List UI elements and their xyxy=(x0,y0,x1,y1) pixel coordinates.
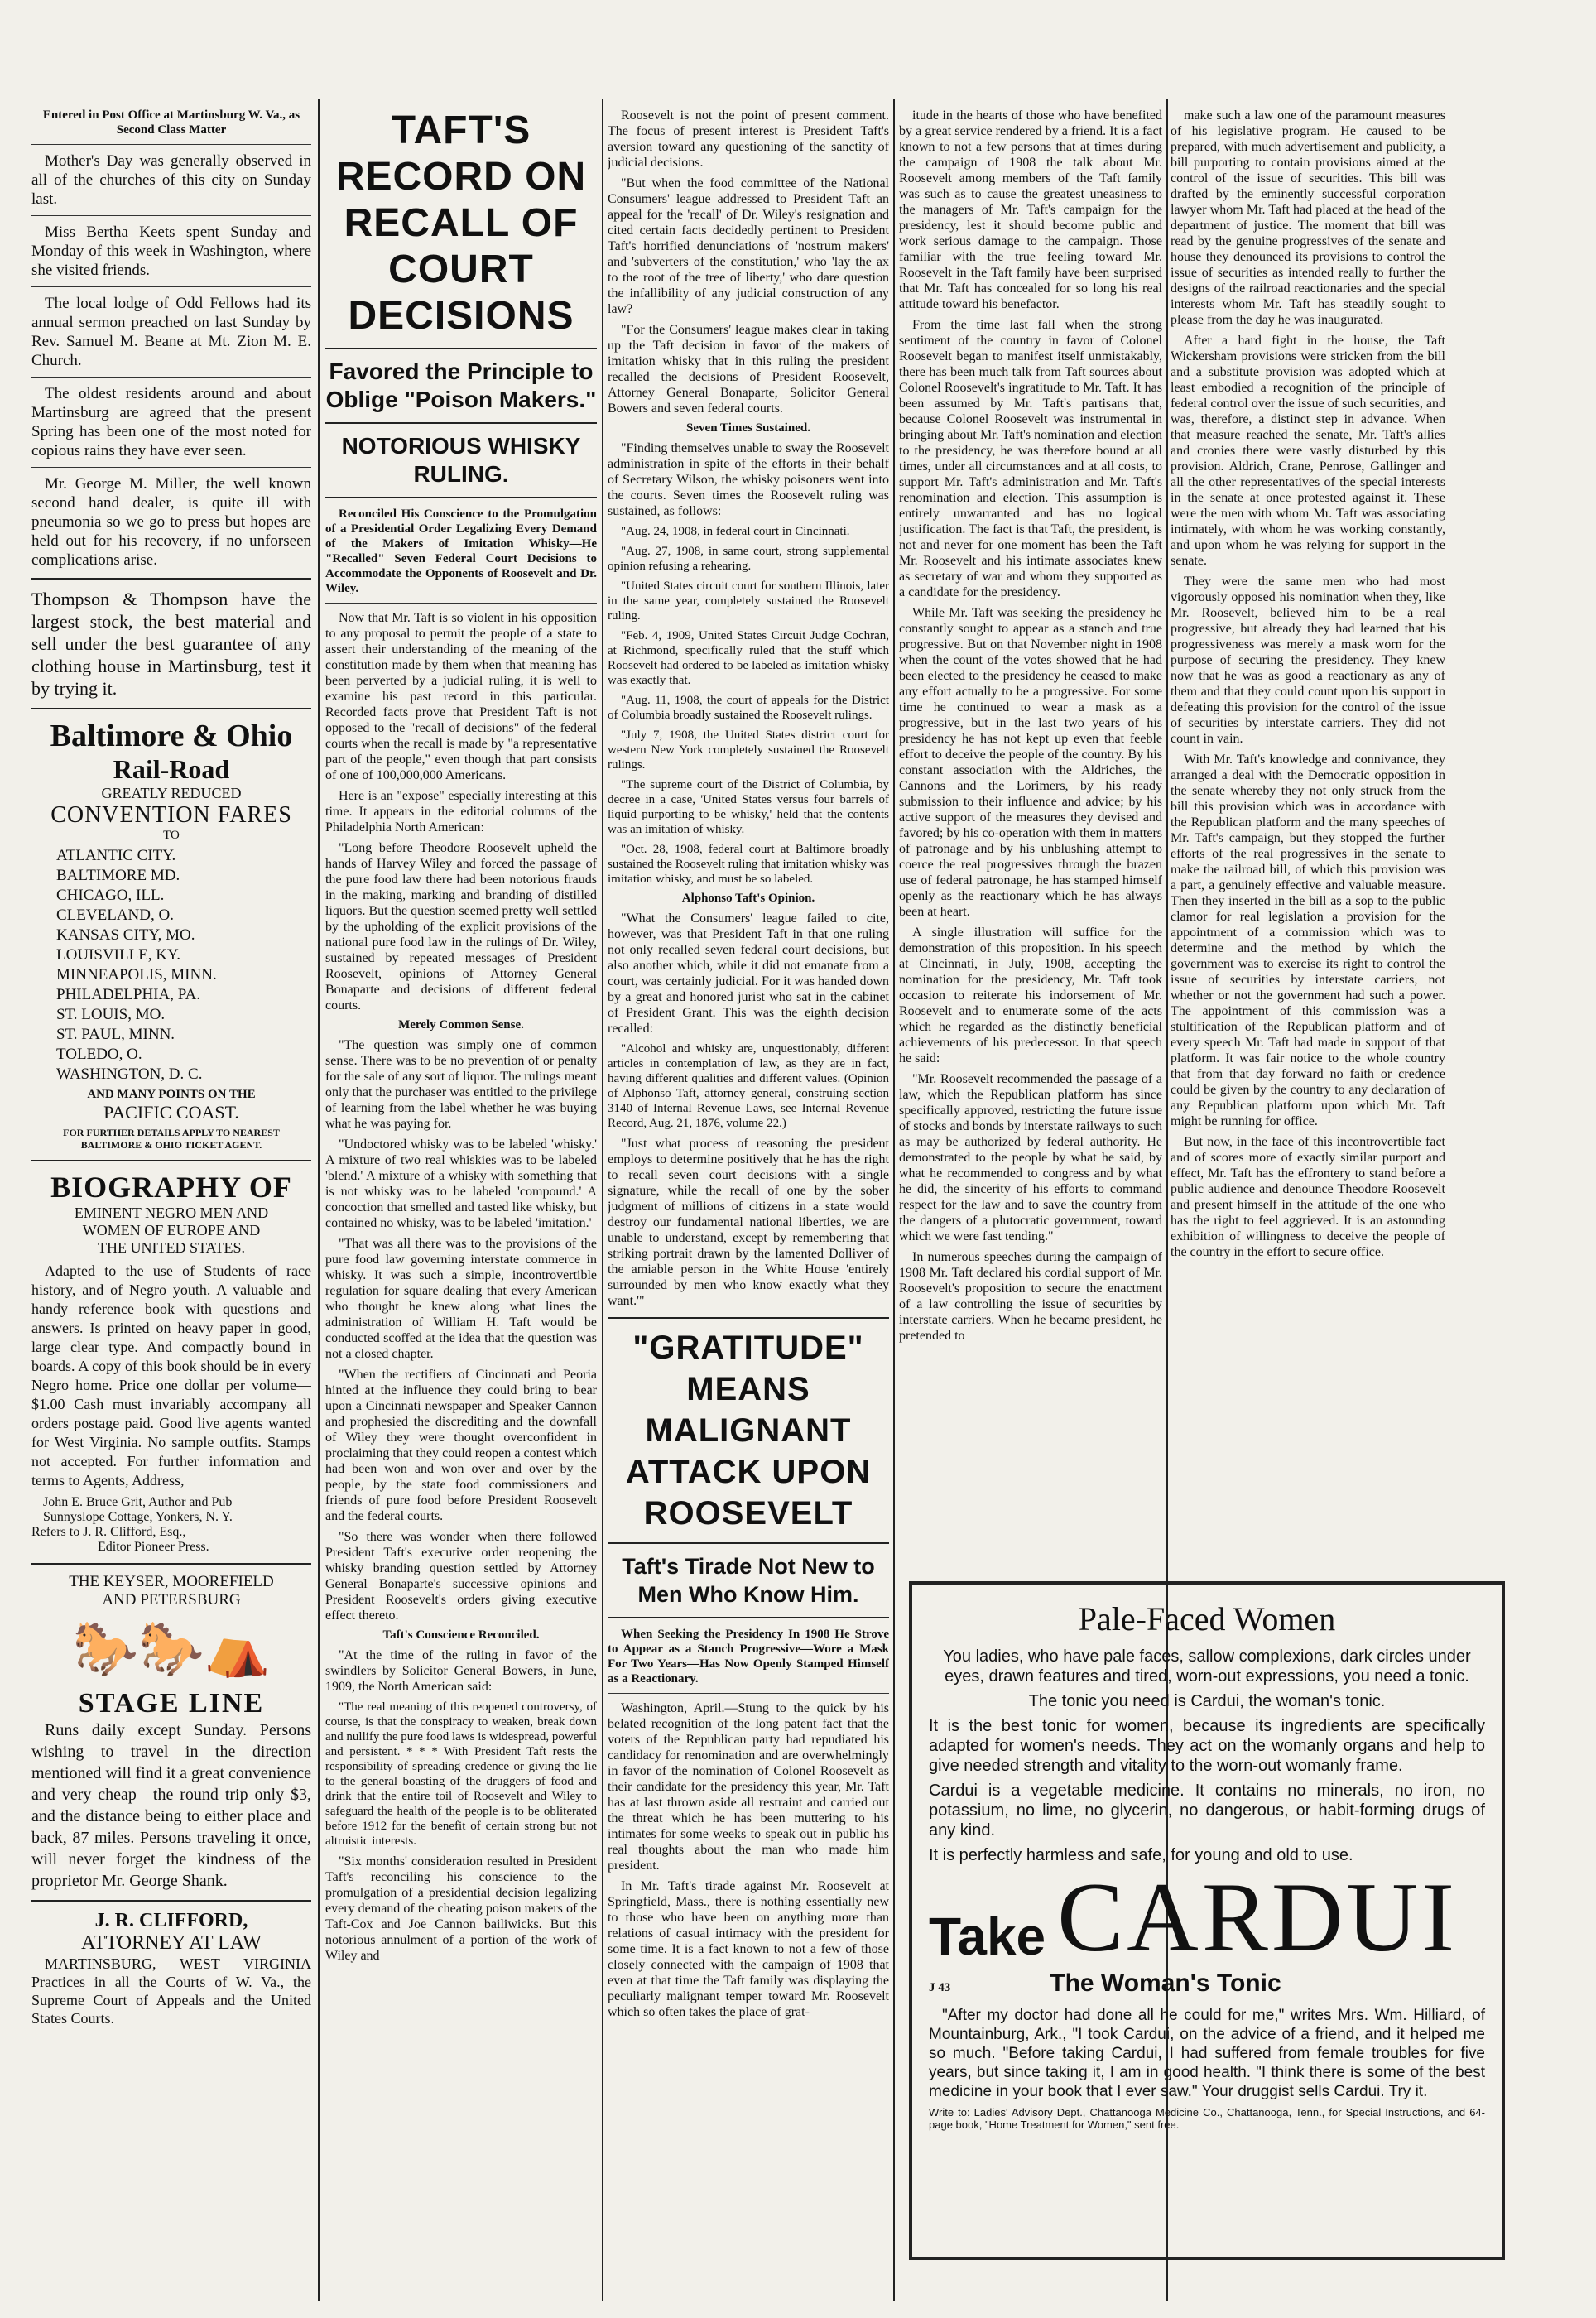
local-item: Mother's Day was generally observed in all of the churches of this city on Sunday last. xyxy=(31,152,311,208)
stage-top: THE KEYSER, MOOREFIELD xyxy=(69,1573,274,1590)
stage-body: Runs daily except Sunday. Persons wishing to travel in the direction mentioned will find it a great convenience and very cheap—the round trip only $3, and the distance being to either place and back, 87 miles. Persons traveling it once, will never forget the kindness of the proprietor Mr. George Shank. xyxy=(31,1721,311,1890)
subhead: Seven Times Sustained. xyxy=(686,421,810,435)
body-paragraph: "Undoctored whisky was to be labeled 'whisky.' A mixture of two real whiskies was to be labeled 'blend.' A mixture of a whisky with something that is not whisky was to be labeled 'compound.' A concoction that smelled and tasted like whisky, but contained no whisky, was to be labeled 'imitation.' xyxy=(325,1137,597,1230)
bio-subtitle: THE UNITED STATES. xyxy=(97,1239,246,1256)
local-item: The oldest residents around and about Martinsburg are agreed that the present Spring has been one of the most noted for copious rains they have ever seen. xyxy=(31,385,311,459)
divider xyxy=(31,1160,311,1161)
summary: Reconciled His Conscience to the Promulgation of a Presidential Order Legalizing Every Demand of the Makers of Imitation Whisky—He "Recalled" Seven Federal Court Decisions to Accommodate the Opponents of Roosevelt and Dr. Wiley. xyxy=(325,507,597,595)
body-paragraph: In numerous speeches during the campaign of 1908 Mr. Taft declared his cordial support of Mr. Roosevelt's proposition to secure the enactment of a law controlling the issue of securities by interstate carriers. When he became president, he pretended to xyxy=(899,1250,1162,1343)
list-item: PHILADELPHIA, PA. xyxy=(56,986,201,1003)
body-paragraph: "For the Consumers' league makes clear in taking up the Taft decision in favor of the makers of imitation whisky that in this ruling the president recalled the decisions of President Roosevelt, Attorney General Bonaparte, Solicitor General Bowers and seven federal courts. xyxy=(608,323,889,416)
body-paragraph: "At the time of the ruling in favor of the swindlers by Solicitor General Bowers, in June, 1909, the North American said: xyxy=(325,1648,597,1694)
divider xyxy=(31,1900,311,1902)
divider xyxy=(31,377,311,378)
column-4 xyxy=(899,108,1162,1349)
case-item: "July 7, 1908, the United States district court for western New York completely sustained the Roosevelt rulings. xyxy=(608,729,889,772)
ad-intro: You ladies, who have pale faces, sallow complexions, dark circles under eyes, drawn features and tired, worn-out expressions, you need a tonic. xyxy=(943,1647,1471,1686)
local-item: The local lodge of Odd Fellows had its annual sermon preached on last Sunday by Rev. Samuel M. Beane at Mt. Zion M. E. Church. xyxy=(31,295,311,369)
case-item: "Aug. 27, 1908, in same court, strong supplemental opinion refusing a rehearing. xyxy=(608,545,889,573)
ad-testimonial: "After my doctor had done all he could for me," writes Mrs. Wm. Hilliard, of Mountainburg, Ark., "I took Cardui, on the advice of a friend, and it helped me so much. "Before taking Cardui, I had suffered from female troubles for five years, but since taking it, I am in good health. "I think there is some of the best medicine in your book that I ever saw." Your druggist sells Cardui. Try it. xyxy=(929,2007,1485,2100)
divider xyxy=(608,1542,889,1544)
mail-notice: Entered in Post Office at Martinsburg W. Va., as Second Class Matter xyxy=(42,108,300,137)
body-paragraph: "But when the food committee of the National Consumers' league addressed to President Taft an appeal for the 'recall' of Dr. Wiley's resignation and cited certain facts decidedly pertinent to President Taft's horrified denunciations of 'nostrum makers' and 'subverters of the constitution,' who 'lay the ax to the root of the tree of liberty,' who dare question the infallibility of any judicial construction of any law? xyxy=(608,176,889,316)
ad-text: It is the best tonic for women, because its ingredients are specifically adapted for women's needs. They act on the womanly organs and help to give needed strength and vitality to the worn-out womanly frame. xyxy=(929,1717,1485,1775)
divider xyxy=(325,497,597,498)
local-item: Miss Bertha Keets spent Sunday and Monday of this week in Washington, where she visited friends. xyxy=(31,224,311,279)
list-item: BALTIMORE MD. xyxy=(56,867,180,884)
case-item: "Aug. 11, 1908, the court of appeals for the District of Columbia broadly sustained the Roosevelt rulings. xyxy=(608,694,889,722)
body-paragraph: "The question was simply one of common sense. There was to be no prevention of or penalty for the sale of any sort of liquor. The rulings meant only that the purchaser was entitled to the privilege of learning from the label whether he was buying what he was paying for. xyxy=(325,1038,597,1131)
body-paragraph: itude in the hearts of those who have benefited by a great service rendered by a friend. It is a fact known to not a few persons that at times during the campaign of 1908 the talk about Mr. Roosevelt among members of the Taft family was such as to cause the greatest uneasiness to the managers of Mr. Taft's campaign for the presidency, lest it should become public and work serious damage to the campaign. Those familiar with the true feeling toward Mr. Roosevelt in the Taft family have been surprised that Mr. Taft has concealed for so long his real attitude toward his benefactor. xyxy=(899,108,1162,311)
list-item: TOLEDO, O. xyxy=(56,1046,142,1063)
brand-name: CARDUI xyxy=(1057,1862,1459,1972)
divider xyxy=(325,603,597,604)
bio-address: Sunnyslope Cottage, Yonkers, N. Y. xyxy=(43,1510,233,1524)
list-item: KANSAS CITY, MO. xyxy=(56,926,195,944)
column-rule xyxy=(602,99,603,2301)
ad-title: Pale-Faced Women xyxy=(1078,1600,1336,1638)
bo-reduced: GREATLY REDUCED xyxy=(101,785,242,801)
divider xyxy=(31,708,311,709)
thompson-ad: Thompson & Thompson have the largest stock, the best material and sell under the best guarantee of any clothing house in Martinsburg, test it by trying it. xyxy=(31,589,311,699)
body-paragraph: Roosevelt is not the point of present comment. The focus of present interest is President Taft's aversion toward any questioning of the sanctity of judicial decisions. xyxy=(608,108,889,170)
local-item: Mr. George M. Miller, the well known second hand dealer, is quite ill with pneumonia so we go to press but hopes are held out for his recovery, if no unforseen complications arise. xyxy=(31,475,311,569)
headline: "GRATITUDE" MEANS MALIGNANT ATTACK UPON ROOSEVELT xyxy=(625,1330,872,1532)
divider xyxy=(31,144,311,145)
bo-to: TO xyxy=(163,829,180,842)
ad-write: Write to: Ladies' Advisory Dept., Chattanooga Medicine Co., Chattanooga, Tenn., for Special Instructions, and 64-page book, "Home Treatment for Women," sent free. xyxy=(929,2106,1485,2131)
body-paragraph: "What the Consumers' league failed to cite, however, was that President Taft in that one ruling not only recalled seven federal court decisions, but also another which, while it did not emanate from a court, was certainly judicial. For it was handed down by a great and honored jurist who sat in the cabinet of President Grant. This was the eighth decision recalled: xyxy=(608,911,889,1036)
subhead: Alphonso Taft's Opinion. xyxy=(681,892,815,905)
body-paragraph: After a hard fight in the house, the Taft Wickersham provisions were stricken from the bill and a substitute provision was adopted which at least embodied a recognition of the principle of federal control over the issue of such securities, and was, therefore, a distinct step in advance. When that measure reached the senate, Mr. Taft's allies and cronies there were vastly disturbed by this provision. Aldrich, Crane, Penrose, Gallinger and all the other representatives of the special interests in the senate at once protested against it. These were the men with whom Mr. Taft was associating intimately, with whom he was working constantly, and upon whom he was relying for support in the senate. xyxy=(1171,334,1445,568)
list-item: CHICAGO, ILL. xyxy=(56,887,165,904)
bo-fares: CONVENTION FARES xyxy=(50,802,292,828)
stage-title: STAGE LINE xyxy=(78,1688,265,1719)
city-list xyxy=(31,846,311,1084)
law-body: MARTINSBURG, WEST VIRGINIA Practices in all the Courts of W. Va., the Supreme Court of Appeals and the United States Courts. xyxy=(31,1955,311,2027)
bo-details: FOR FURTHER DETAILS APPLY TO NEAREST BALTIMORE & OHIO TICKET AGENT. xyxy=(63,1127,280,1151)
divider xyxy=(608,1617,889,1618)
list-item: WASHINGTON, D. C. xyxy=(56,1065,203,1083)
divider xyxy=(608,1693,889,1694)
cardui-advertisement xyxy=(909,1581,1505,2260)
body-paragraph: "Long before Theodore Roosevelt upheld the hands of Harvey Wiley and forced the passage of the pure food law there had been notorious frauds in the making, marking and branding of distilled liquors. But the question seemed pretty well settled by the upholding of the explicit provisions of the national pure food law in the rulings of Dr. Wiley, sustained by repeated messages of President Roosevelt, opinions of Attorney General Bonaparte and decisions of different federal courts. xyxy=(325,841,597,1012)
brand-line xyxy=(929,1862,1485,1972)
body-paragraph: Washington, April.—Stung to the quick by his belated recognition of the long patent fact that the voters of the Republican party had repudiated his candidacy for renomination and are overwhelmingly in favor of the nomination of Colonel Roosevelt as their candidate for the presidency this year, Mr. Taft has at last thrown aside all restraint and carried out the threat which he has been muttering to his intimates for some weeks to speak out in public his real thoughts about the man who made him president. xyxy=(608,1701,889,1873)
body-paragraph: "Alcohol and whisky are, unquestionably, different articles in contemplation of law, as they are in fact, having different qualities and different values. (Opinion of Alphonso Taft, attorney general, construing section 3140 of Internal Revenue Laws, see Internal Revenue Record, Aug. 21, 1876, volume 22.) xyxy=(608,1042,889,1130)
subhead: Taft's Conscience Reconciled. xyxy=(382,1628,540,1642)
body-paragraph: They were the same men who had most vigorously opposed his nomination when they, like Mr. Roosevelt, believed him to be a real progressive, but already they had learned that his progressiveness was merely a mask worn for the purpose of securing the presidency. They knew now that he was as good a reactionary as any of them and that they could count upon his support in defeating this provision for the control of the issue of securities by interstate carriers. They did not count in vain. xyxy=(1171,575,1445,746)
body-paragraph: A single illustration will suffice for the demonstration of this proposition. In his speech at Cincinnati, in July, 1908, accepting the nomination for the presidency, Mr. Taft took occasion to reiterate his indorsement of Mr. Roosevelt and to enumerate some of the acts which he regarded as the distinctly beneficial achievements of his predecessor. In that speech he said: xyxy=(899,926,1162,1065)
case-item: "Aug. 24, 1908, in federal court in Cincinnati. xyxy=(621,525,850,538)
bo-pacific: PACIFIC COAST. xyxy=(103,1102,239,1123)
divider xyxy=(31,578,311,580)
ad-text: The tonic you need is Cardui, the woman's tonic. xyxy=(1028,1692,1386,1710)
body-paragraph: In Mr. Taft's tirade against Mr. Roosevelt at Springfield, Mass., there is nothing essentially new to those who have been on anything more than relations of casual intimacy with the president for some time. It is a fact known to not a few of those closely connected with the campaign of 1908 that even at that time the Taft family was displaying the peculiarly malignant temper toward Mr. Roosevelt which so often takes the place of grat- xyxy=(608,1879,889,2019)
body-paragraph: make such a law one of the paramount measures of his legislative program. He caused to be prepared, with much advertisement and publicity, a bill purporting to contain provisions aimed at the control of the issue of securities. This bill was drafted by the eminently successful corporation lawyer whom Mr. Taft had placed at the head of the department of justice. The moment that bill was read by the genuine progressives of the senate and house they denounced its provisions to control the issue of securities as intended really to further the designs of the railroad reactionaries and the special interests whom Mr. Taft has steadily sought to please from the day he was inaugurated. xyxy=(1171,108,1445,327)
list-item: CLEVELAND, O. xyxy=(56,907,174,924)
bo-many: AND MANY POINTS ON THE xyxy=(87,1088,256,1101)
body-paragraph: Here is an "expose" especially interesting at this time. It appears in the editorial columns of the Philadelphia North American: xyxy=(325,789,597,834)
case-item: "United States circuit court for southern Illinois, later in the same year, completely sustained the Roosevelt ruling. xyxy=(608,580,889,623)
headline: TAFT'S RECORD ON RECALL OF COURT DECISIONS xyxy=(335,108,587,338)
body-paragraph: "When the rectifiers of Cincinnati and Peoria hinted at the influence they could bring to bear upon a Cincinnati newspaper and Speaker Cannon and prophesied the discrediting and the downfall of Wiley they were thought overconfident in proclaiming that they could reopen a contest which had been won and won over and over by the people, by the state food commissioners and friends of pure food before President Roosevelt and the federal courts. xyxy=(325,1368,597,1523)
body-paragraph: "Finding themselves unable to sway the Roosevelt administration in spite of the efforts in their behalf of Secretary Wilson, the whisky poisoners went into the courts. Seven times the Roosevelt ruling was sustained, as follows: xyxy=(608,441,889,518)
body-paragraph: "Mr. Roosevelt recommended the passage of a law, which the Republican platform has since specifically approved, restricting the future issue of stocks and bonds by interstate railways to such as may be authorized by federal authority. He demonstrated to the people by what he said, by what he recommended to congress and by what he did, the sincerity of his efforts to command respect for the law and to save the country from the dangers of a plutocratic government, toward which we were fast tending." xyxy=(899,1072,1162,1243)
body-paragraph: Now that Mr. Taft is so violent in his opposition to any proposal to permit the people of a state to assert their understanding of the meaning of the constitution made by them when that meaning has been perverted by a judicial ruling, it is well to examine his past record in this particular. Recorded facts prove that President Taft is not opposed to the "recall of decisions" of the federal courts when the recall is made by "a representative part of the people," even though that part consists of one of 100,000,000 Americans. xyxy=(325,611,597,782)
bo-subtitle: Rail-Road xyxy=(113,754,230,784)
ad-text: It is perfectly harmless and safe, for young and old to use. xyxy=(929,1846,1353,1864)
divider xyxy=(325,422,597,424)
ad-code: J 43 xyxy=(929,1981,951,1994)
bio-subtitle: EMINENT NEGRO MEN AND xyxy=(74,1205,269,1221)
deck: Favored the Principle to Oblige "Poison Makers." xyxy=(325,358,597,412)
column-rule xyxy=(893,99,895,2301)
column-rule xyxy=(318,99,320,2301)
stagecoach-icon: 🐎🐎⛺ xyxy=(72,1619,271,1678)
divider xyxy=(31,286,311,287)
law-name: J. R. CLIFFORD, xyxy=(94,1910,248,1931)
body-paragraph: While Mr. Taft was seeking the presidency he constantly sought to appear as a stanch and true progressive. But on that November night in 1908 when the count of the votes showed that he had been elected to the presidency he ceased to make any effort actually to be a progressive. For some time he continued to wear a mask as a progressive, but in the last two years of his presidency he has not kept up even that feeble effort to deceive the people of the country. By his constant association with the Aldriches, the Cannons and the Lorimers, by his ready submission to their influence and advice; by his active support of the measures they devised and favored; by his co-operation with them in matters of patronage and by his unblushing attempt to coerce the real progressives through the brazen use of federal patronage, he has stamped himself openly as the reactionary which he has always been at heart. xyxy=(899,606,1162,919)
law-title: ATTORNEY AT LAW xyxy=(81,1932,262,1954)
subhead: Merely Common Sense. xyxy=(398,1018,524,1032)
divider xyxy=(31,467,311,468)
column-2 xyxy=(325,108,597,1969)
bio-editor: Editor Pioneer Press. xyxy=(98,1540,209,1554)
stage-top: AND PETERSBURG xyxy=(102,1591,241,1609)
bio-address: John E. Bruce Grit, Author and Pub xyxy=(43,1495,233,1509)
bio-subtitle: WOMEN OF EUROPE AND xyxy=(82,1222,261,1238)
body-paragraph: From the time last fall when the strong sentiment of the country in favor of Colonel Roosevelt began to manifest itself unmistakably, there has been much talk from Taft sources about Colonel Roosevelt's ingratitude to Mr. Taft. It has been assumed by Mr. Taft's partisans that, because Colonel Roosevelt was instrumental in bringing about Mr. Taft's nomination and election to the presidency, he was therefore bound at all times, under all circumstances and at all costs, to support Mr. Taft's administration and Mr. Taft's renomination and election. This assumption is entirely unwarranted and has no logical justification. The fact is that Taft, the president, is not and never for one moment has been the Taft Mr. Roosevelt and his intimate associates knew as secretary of war and whom they supported as a candidate for the presidency. xyxy=(899,318,1162,599)
bo-title: Baltimore & Ohio xyxy=(50,719,293,753)
divider xyxy=(31,215,311,216)
bio-title: BIOGRAPHY OF xyxy=(50,1171,292,1204)
list-item: MINNEAPOLIS, MINN. xyxy=(56,966,217,983)
case-item: "Feb. 4, 1909, United States Circuit Judge Cochran, at Richmond, specifically ruled that the stuff which Roosevelt had ordered to be labeled as imitation whisky was exactly that. xyxy=(608,629,889,687)
body-paragraph: With Mr. Taft's knowledge and connivance, they arranged a deal with the Democratic opposition in the senate whereby they not only struck from the bill this provision which was in accordance with the Republican platform and the many speeches of Mr. Taft's campaign, but they stopped the further efforts of the real progressives in the senate to make the railroad bill, of which this provision was a part, a genuinely effective and valuable measure. Then they inserted in the bill as a sop to the public clamor for real legislation a provision for the appointment of a commission which was to determine and the method by which the government was to exercise its right to control the issue of securities by interstate carriers, not whether or not the government had such a power. The appointment of this commission was a stultification of the Republican platform and of every speech Mr. Taft had made in support of that platform. It was fair notice to the whole country that from that day forward no faith or credence could be given by the country to any declaration of any Republican platform upon which Mr. Taft might be running for office. xyxy=(1171,753,1445,1128)
ad-text: Cardui is a vegetable medicine. It contains no minerals, no iron, no potassium, no lime, no glycerin, no dangerous, or habit-forming drugs of any kind. xyxy=(929,1782,1485,1839)
deck: Taft's Tirade Not New to Men Who Know Him. xyxy=(622,1554,875,1607)
body-paragraph: "That was all there was to the provisions of the pure food law governing interstate commerce in whisky. It was such a simple, incontrovertible regulation for square dealing that every American who thought he knew along what lines the administration of William H. Taft would be conducted scoffed at the idea that the question was not a closed chapter. xyxy=(325,1237,597,1361)
bio-ref: Refers to J. R. Clifford, Esq., xyxy=(31,1525,186,1539)
column-5 xyxy=(1171,108,1584,1265)
list-item: LOUISVILLE, KY. xyxy=(56,946,181,964)
list-item: ST. PAUL, MINN. xyxy=(56,1026,175,1043)
body-paragraph: But now, in the face of this incontrovertible fact and of scores more of exactly similar purport and effect, Mr. Taft has the effrontery to stand before a public audience and denounce Theodore Roosevelt and present himself in the attitude of the one who has the right to feel aggrieved. It is an astounding exhibition of willingness to deceive the people of the country in the effort to secure office. xyxy=(1171,1135,1445,1259)
bio-body: Adapted to the use of Students of race history, and of Negro youth. A valuable and handy reference book with questions and answers. Is printed on heavy paper in good, large clear type. And compactly bound in boards. A copy of this book should be in every Negro home. Price one dollar per volume—$1.00 Cash must invariably accompany all orders postage paid. Good live agents wanted for West Virginia. No sample outfits. Stamps not accepted. For further information and terms to Agents, Address, xyxy=(31,1262,311,1488)
divider xyxy=(31,1563,311,1565)
divider xyxy=(325,348,597,349)
take-label: Take xyxy=(929,1907,1046,1966)
column-1 xyxy=(31,108,311,2032)
case-item: "The supreme court of the District of Columbia, by decree in a case, 'United States versus four barrels of liquid purporting to be whisky,' held that the contents was an imitation of whisky. xyxy=(608,778,889,836)
body-paragraph: "So there was wonder when there followed President Taft's executive order reopening the whisky branding question settled by Attorney General Bonaparte's successive opinions and President Roosevelt's orders giving executive effect thereto. xyxy=(325,1530,597,1623)
body-paragraph: "Just what process of reasoning the president employs to determine positively that he has the right to recall seven court decisions with a single signature, while the recall of one by the sober judgment of millions of citizens in a state would destroy our fundamental national liberties, we are unable to understand, except by remembering that striking portrait drawn by the lamented Dolliver of the amiable person in the White House 'entirely surrounded by men who know exactly what they want.'" xyxy=(608,1137,889,1308)
body-paragraph: "Six months' consideration resulted in President Taft's reconciling his conscience to the promulgation of a presidential decision legalizing every demand of the cheating poison makers of the Taft-Cox and Joe Cannon bailiwicks. But this notorious annulment of a portion of the work of Wiley and xyxy=(325,1854,597,1963)
divider xyxy=(608,1317,889,1319)
summary: When Seeking the Presidency In 1908 He Strove to Appear as a Stanch Progressive—Wore a Mask For Two Years—Has Now Openly Stamped Himself as a Reactionary. xyxy=(608,1628,889,1686)
column-3 xyxy=(608,108,889,2025)
list-item: ATLANTIC CITY. xyxy=(56,847,176,864)
body-paragraph: "The real meaning of this reopened controversy, of course, is that the conspiracy to weaken, break down and nullify the pure food laws is widespread, powerful and persistent. * * * With President Taft rests the responsibility of spreading credence or giving the lie to the general boasting of the druggers of food and drink that the entire toil of Roosevelt and Wiley to safeguard the health of the people is to be obliterated before 1912 for the benefit of certain strong but not altruistic interests. xyxy=(325,1700,597,1848)
case-item: "Oct. 28, 1908, federal court at Baltimore broadly sustained the Roosevelt ruling that imitation whisky was imitation whisky, and must be so labeled. xyxy=(608,843,889,886)
ad-tagline: The Woman's Tonic xyxy=(1050,1969,1281,1997)
list-item: ST. LOUIS, MO. xyxy=(56,1006,166,1023)
deck: NOTORIOUS WHISKY RULING. xyxy=(341,433,581,487)
